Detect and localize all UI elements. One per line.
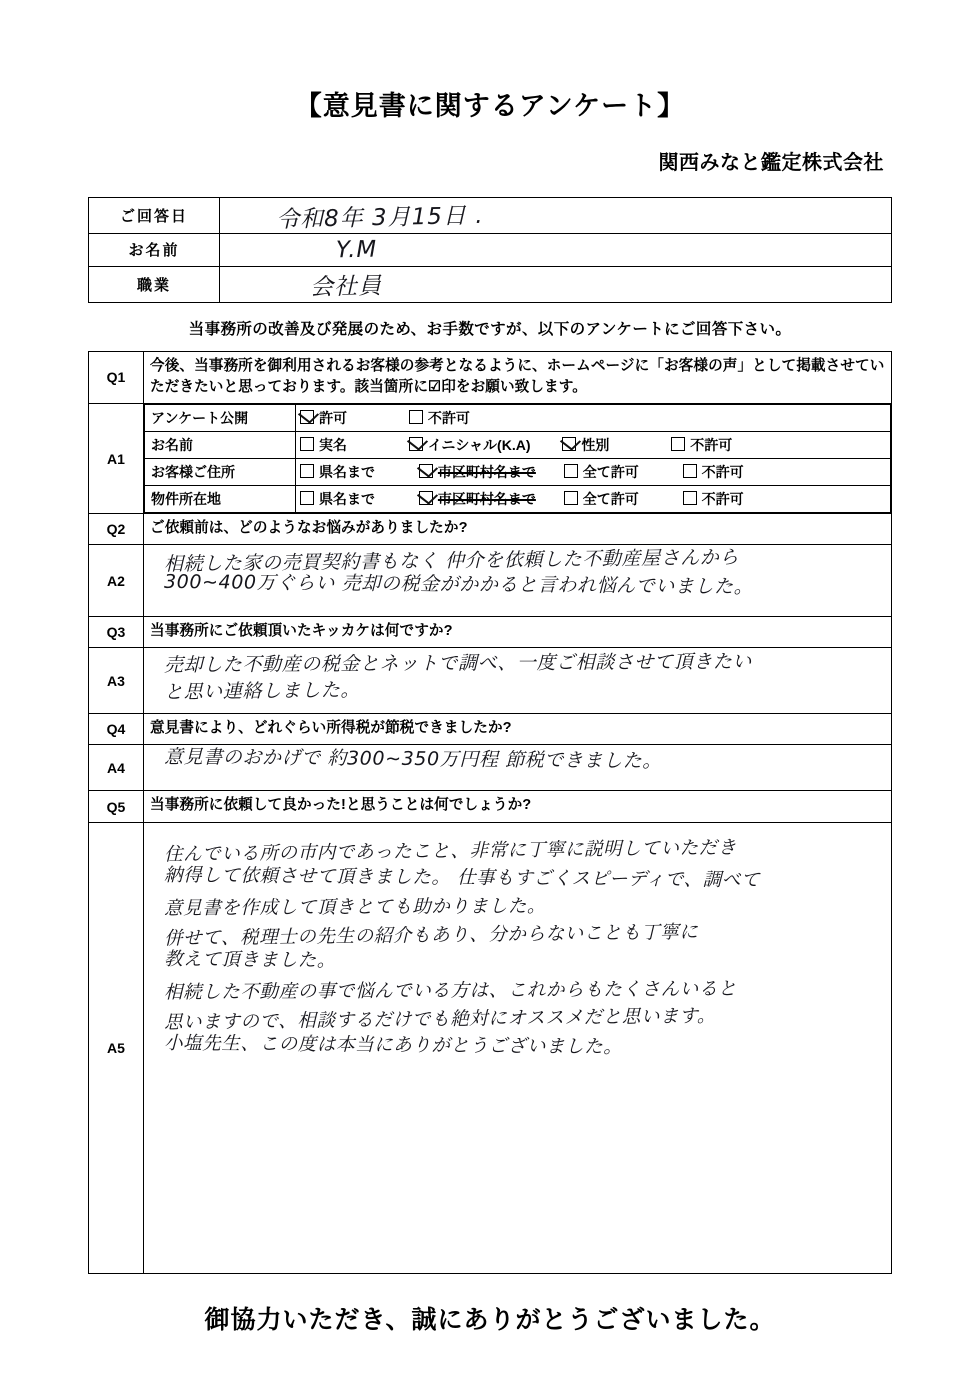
a5-answer[interactable] xyxy=(144,822,892,1273)
answer-line: 意見書のおかげで 約300~350万円程 節税できました。 xyxy=(163,746,663,773)
answer-line: 住んでいる所の市内であったこと、非常に丁寧に説明していただき xyxy=(163,837,737,866)
option-label: イニシャル(K.A) xyxy=(427,437,531,453)
q2-key: Q2 xyxy=(89,514,144,545)
company-name: 関西みなと鑑定株式会社 xyxy=(658,151,884,174)
q3-key: Q3 xyxy=(89,617,144,648)
checkbox-icon[interactable] xyxy=(683,491,697,505)
checkbox-option[interactable] xyxy=(300,489,375,509)
table-row-a4 xyxy=(89,745,892,791)
checkbox-icon[interactable] xyxy=(300,410,314,424)
a1-options-property xyxy=(296,486,891,513)
info-label-date: ご回答日 xyxy=(89,197,220,233)
footer-thanks: 御協力いただき、誠にありがとうございました。 xyxy=(204,1305,776,1334)
table-row xyxy=(89,197,892,233)
checkbox-option[interactable] xyxy=(300,408,347,428)
option-label: 性別 xyxy=(581,437,610,453)
a1-options-name xyxy=(296,432,891,459)
a3-answer[interactable] xyxy=(144,648,892,714)
checkbox-option[interactable] xyxy=(683,462,744,482)
q2-text: ご依頼前は、どのようなお悩みがありましたか? xyxy=(144,514,892,545)
answer-line: 相続した不動産の事で悩んでいる方は、これからもたくさんいると xyxy=(163,978,738,1004)
answer-line: 納得して依頼させて頂きました。 仕事もすごくスピーディで、調べて xyxy=(163,864,761,891)
a4-key: A4 xyxy=(89,745,144,791)
info-value-name: Y.M xyxy=(335,236,378,264)
answer-line: 小塩先生、この度は本当にありがとうございました。 xyxy=(163,1033,623,1059)
option-label: 実名 xyxy=(319,437,347,453)
page-title: 【意見書に関するアンケート】 xyxy=(294,91,686,121)
a3-key: A3 xyxy=(89,648,144,714)
answer-line: 相続した家の売買契約書もなく 仲介を依頼した不動産屋さんから xyxy=(163,546,740,576)
table-row-a3 xyxy=(89,648,892,714)
table-row-q2 xyxy=(89,514,892,545)
checkbox-option[interactable] xyxy=(300,435,347,455)
table-row-a2 xyxy=(89,545,892,617)
table-row-q5 xyxy=(89,791,892,822)
table-row-q3 xyxy=(89,617,892,648)
checkbox-option[interactable] xyxy=(409,435,531,455)
answer-line: 300~400万ぐらい 売却の税金がかかると言われ悩んでいました。 xyxy=(163,571,754,599)
answer-line: 教えて頂きました。 xyxy=(163,948,337,972)
info-value-occupation-cell[interactable] xyxy=(220,266,892,302)
q3-text: 当事務所にご依頼頂いたキッカケは何ですか? xyxy=(144,617,892,648)
checkbox-icon[interactable] xyxy=(564,464,578,478)
a1-row-property xyxy=(145,486,891,513)
checkbox-icon[interactable] xyxy=(300,491,314,505)
qa-table xyxy=(88,351,892,1274)
q1-text: 今後、当事務所を御利用されるお客様の参考となるように、ホームページに「お客様の声」として掲載させていただきたいと思っております。該当箇所に☑印をお願い致します。 xyxy=(144,351,892,403)
answer-line: 意見書を作成して頂きとても助かりました。 xyxy=(163,895,547,920)
info-label-name: お名前 xyxy=(89,233,220,266)
checkbox-option[interactable] xyxy=(564,489,639,509)
checkbox-icon[interactable] xyxy=(671,437,685,451)
checkbox-icon[interactable] xyxy=(409,410,423,424)
option-label: 県名まで xyxy=(319,464,375,480)
checkbox-option[interactable] xyxy=(683,489,744,509)
a2-key: A2 xyxy=(89,545,144,617)
info-value-name-cell[interactable] xyxy=(220,233,892,266)
a1-label-address: お客様ご住所 xyxy=(145,459,296,486)
a1-options-table xyxy=(144,404,891,513)
q1-key: Q1 xyxy=(89,351,144,403)
checkbox-option[interactable] xyxy=(419,462,536,482)
a2-answer[interactable] xyxy=(144,545,892,617)
a1-row-address xyxy=(145,459,891,486)
checkbox-icon[interactable] xyxy=(683,464,697,478)
q4-text: 意見書により、どれぐらい所得税が節税できましたか? xyxy=(144,714,892,745)
checkbox-icon[interactable] xyxy=(564,491,578,505)
checkbox-option[interactable] xyxy=(671,435,732,455)
a1-row-name xyxy=(145,432,891,459)
answer-line: と思い連絡しました。 xyxy=(163,679,361,704)
intro-text: 当事務所の改善及び発展のため、お手数ですが、以下のアンケートにご回答下さい。 xyxy=(188,320,792,338)
checkbox-option[interactable] xyxy=(562,435,609,455)
option-label: 市区町村名まで xyxy=(437,491,536,507)
info-value-date: 令和8年 3月15日 . xyxy=(275,202,484,233)
checkbox-option[interactable] xyxy=(300,462,375,482)
a1-options-address xyxy=(296,459,891,486)
q5-text: 当事務所に依頼して良かった!と思うことは何でしょうか? xyxy=(144,791,892,822)
table-row-a5 xyxy=(89,822,892,1273)
respondent-info-table xyxy=(88,197,892,303)
option-label: 不許可 xyxy=(701,464,744,480)
checkbox-icon[interactable] xyxy=(300,437,314,451)
a1-label-publish: アンケート公開 xyxy=(145,405,296,432)
info-value-date-cell[interactable] xyxy=(220,197,892,233)
info-label-occupation: 職業 xyxy=(89,266,220,302)
checkbox-icon[interactable] xyxy=(419,491,433,505)
checkbox-option[interactable] xyxy=(419,489,536,509)
option-label: 全て許可 xyxy=(582,491,639,507)
a1-label-property: 物件所在地 xyxy=(145,486,296,513)
checkbox-option[interactable] xyxy=(564,462,639,482)
table-row-q1 xyxy=(89,351,892,403)
table-row xyxy=(89,233,892,266)
option-label: 県名まで xyxy=(319,491,375,507)
answer-line: 思いますので、相談するだけでも絶対にオススメだと思います。 xyxy=(163,1005,716,1034)
a1-key: A1 xyxy=(89,404,144,514)
table-row-q4 xyxy=(89,714,892,745)
a1-options-cell xyxy=(144,404,892,514)
q4-key: Q4 xyxy=(89,714,144,745)
checkbox-icon[interactable] xyxy=(562,437,576,451)
a1-label-name: お名前 xyxy=(145,432,296,459)
q5-key: Q5 xyxy=(89,791,144,822)
option-label: 全て許可 xyxy=(582,464,639,480)
option-label: 不許可 xyxy=(427,410,470,426)
table-row-a1 xyxy=(89,404,892,514)
option-label: 不許可 xyxy=(690,437,733,453)
checkbox-option[interactable] xyxy=(409,408,470,428)
checkbox-icon[interactable] xyxy=(300,464,314,478)
checkbox-icon[interactable] xyxy=(419,464,433,478)
option-label: 市区町村名まで xyxy=(437,464,536,480)
answer-line: 売却した不動産の税金とネットで調べ、一度ご相談させて頂きたい xyxy=(163,650,753,677)
a4-answer[interactable] xyxy=(144,745,892,791)
option-label: 不許可 xyxy=(701,491,744,507)
option-label: 許可 xyxy=(319,410,347,426)
answer-line: 併せて、税理士の先生の紹介もあり、分からないことも丁寧に xyxy=(163,921,699,950)
checkbox-icon[interactable] xyxy=(409,437,423,451)
a1-options-publish xyxy=(296,405,891,432)
a1-row-publish xyxy=(145,405,891,432)
a5-key: A5 xyxy=(89,822,144,1273)
table-row xyxy=(89,266,892,302)
info-value-occupation: 会社員 xyxy=(309,272,383,301)
